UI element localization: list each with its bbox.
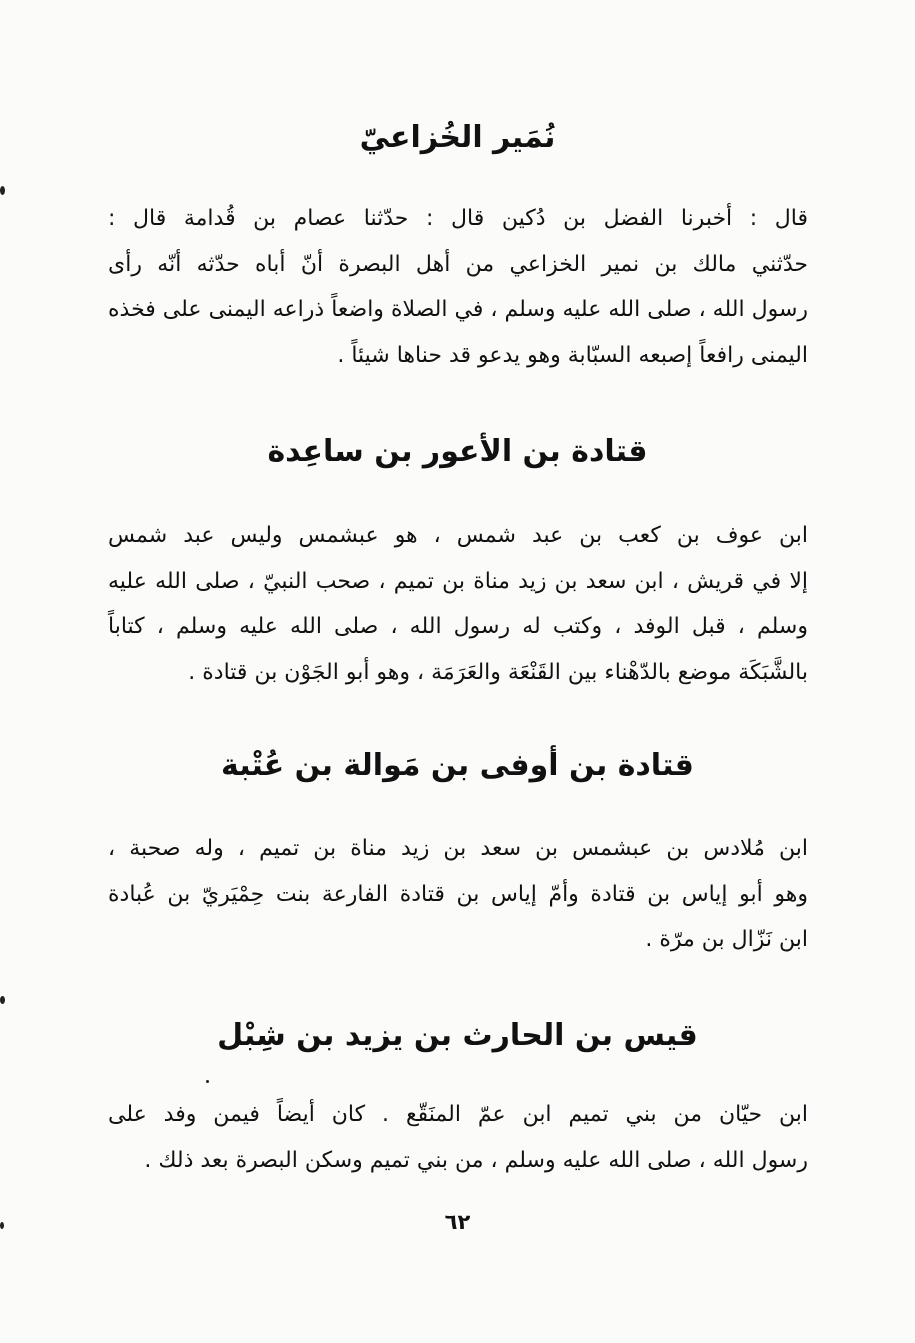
text-line: قال : أخبرنا الفضل بن دُكين قال : حدّثنا عصام بن قُدامة قال : bbox=[108, 206, 808, 231]
text-line: إلا في قريش ، ابن سعد بن زيد مناة بن تميم ، صحب النبيّ ، صلى الله عليه bbox=[108, 568, 808, 594]
scan-speck bbox=[0, 996, 5, 1004]
text-line: رسول الله ، صلى الله عليه وسلم ، من بني تميم وسكن البصرة بعد ذلك . bbox=[144, 1147, 808, 1173]
section-body-qays-ibn-al-harith bbox=[108, 1092, 808, 1183]
text-line: حدّثني مالك بن نمير الخزاعي من أهل البصرة أنّ أباه حدّثه أنّه رأى bbox=[108, 251, 808, 277]
text-line: ابن حيّان من بني تميم ابن عمّ المنَقّع . كان أيضاً فيمن وفد على bbox=[108, 1102, 808, 1127]
section-body-qatada-ibn-al-awar bbox=[108, 513, 808, 695]
section-heading-qatada-ibn-al-awar: قتادة بن الأعور بن ساعِدة bbox=[267, 434, 648, 469]
text-line: وسلم ، قبل الوفد ، وكتب له رسول الله ، صلى الله عليه وسلم ، كتاباً bbox=[108, 614, 808, 639]
scan-speck bbox=[0, 186, 5, 195]
section-heading-qatada-ibn-awfa: قتادة بن أوفى بن مَوالة بن عُتْبة bbox=[221, 748, 694, 783]
text-line: ابن مُلادس بن عبشمس بن سعد بن زيد مناة بن تميم ، وله صحبة ، bbox=[108, 836, 808, 861]
text-line: بالشَّبَكَة موضع بالدّهْناء بين القَنْعَة والعَرَمَة ، وهو أبو الجَوْن بن قتادة . bbox=[188, 659, 808, 685]
section-body-qatada-ibn-awfa bbox=[108, 826, 808, 963]
page-number: ٦٢ bbox=[444, 1210, 471, 1234]
text-line: ابن عوف بن كعب بن عبد شمس ، هو عبشمس وليس عبد شمس bbox=[108, 523, 808, 548]
text-line: رسول الله ، صلى الله عليه وسلم ، في الصلاة واضعاً ذراعه اليمنى على فخذه bbox=[108, 297, 808, 322]
section-heading-qays-ibn-al-harith: قيس بن الحارث بن يزيد بن شِبْل bbox=[217, 1018, 698, 1053]
section-heading-numayr: نُمَير الخُزاعيّ bbox=[359, 120, 556, 155]
text-line: وهو أبو إياس بن قتادة وأمّ إياس بن قتادة الفارعة بنت حِمْيَريّ بن عُبادة bbox=[108, 881, 808, 907]
section-body-numayr bbox=[108, 196, 808, 378]
text-line: ابن نَزّال بن مرّة . bbox=[645, 927, 808, 952]
text-line: اليمنى رافعاً إصبعه السبّابة وهو يدعو قد حناها شيئاً . bbox=[337, 342, 808, 368]
scan-speck bbox=[0, 1222, 4, 1229]
scan-speck bbox=[206, 1080, 209, 1083]
